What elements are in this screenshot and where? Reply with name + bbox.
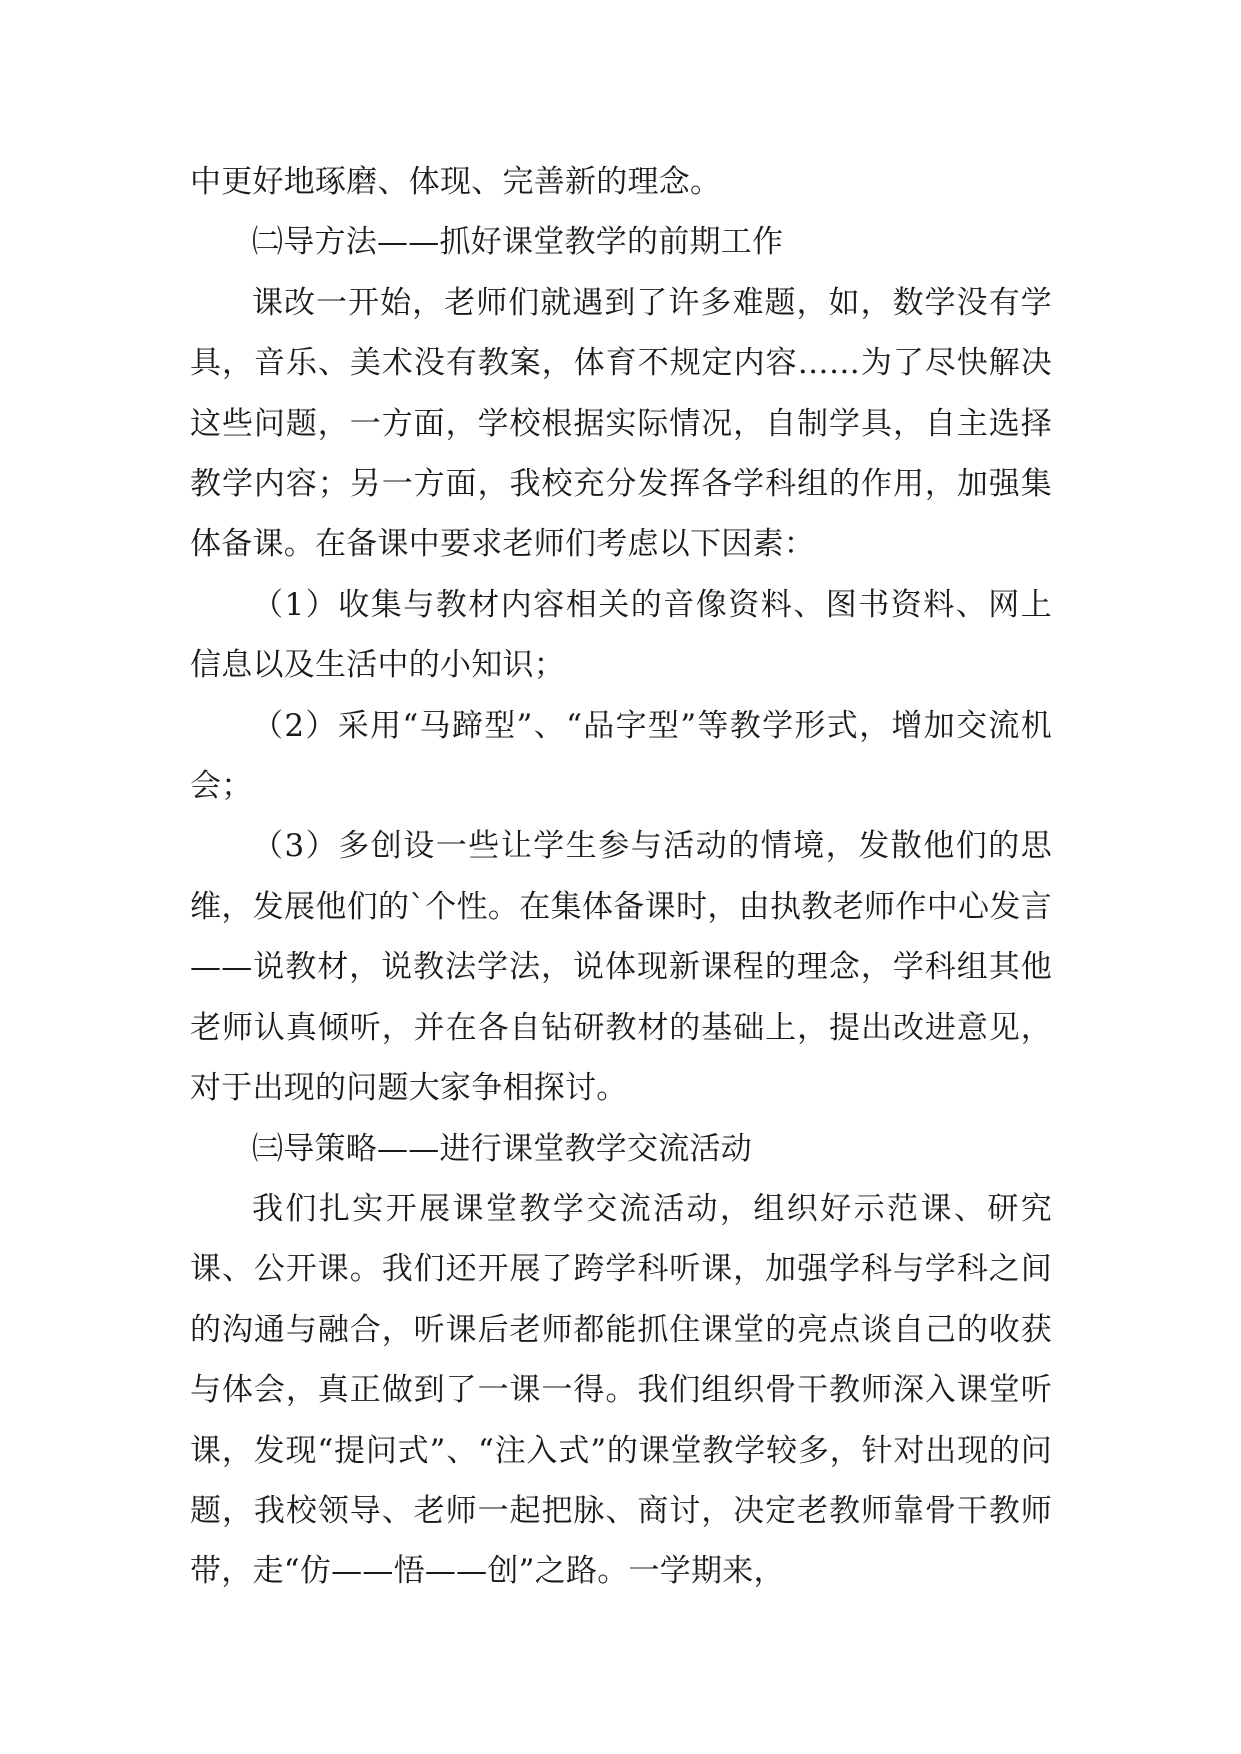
list-item-2: （2）采用“马蹄型”、“品字型”等教学形式，增加交流机会； [190, 707, 1052, 805]
list-item-1: （1）收集与教材内容相关的音像资料、图书资料、网上信息以及生活中的小知识； [190, 586, 1052, 684]
section-heading-strategy: ㈢导策略——进行课堂教学交流活动 [252, 1130, 752, 1167]
paragraph-curriculum-reform: 课改一开始，老师们就遇到了许多难题，如，数学没有学具，音乐、美术没有教案，体育不规定内容……为了尽快解决这些问题，一方面，学校根据实际情况，自制学具，自主选择教学内容；另一方面，我校充分发挥各学科组的作用，加强集体备课。在备课中要求老师们考虑以下因素： [190, 284, 1052, 563]
paragraph-teaching-exchange: 我们扎实开展课堂教学交流活动，组织好示范课、研究课、公开课。我们还开展了跨学科听课，加强学科与学科之间的沟通与融合，听课后老师都能抓住课堂的亮点谈自己的收获与体会，真正做到了一课一得。我们组织骨干教师深入课堂听课，发现“提问式”、“注入式”的课堂教学较多，针对出现的问题，我校领导、老师一起把脉、商讨，决定老教师靠骨干教师带，走“仿——悟——创”之路。一学期来， [190, 1190, 1052, 1590]
list-item-3: （3）多创设一些让学生参与活动的情境，发散他们的思维，发展他们的`个性。在集体备课时，由执教老师作中心发言——说教材，说教法学法，说体现新课程的理念，学科组其他老师认真倾听，并在各自钻研教材的基础上，提出改进意见，对于出现的问题大家争相探讨。 [190, 828, 1052, 1107]
document-body [190, 152, 1052, 1602]
section-heading-methods: ㈡导方法——抓好课堂教学的前期工作 [252, 224, 784, 261]
paragraph-continuation: 中更好地琢磨、体现、完善新的理念。 [190, 164, 722, 200]
